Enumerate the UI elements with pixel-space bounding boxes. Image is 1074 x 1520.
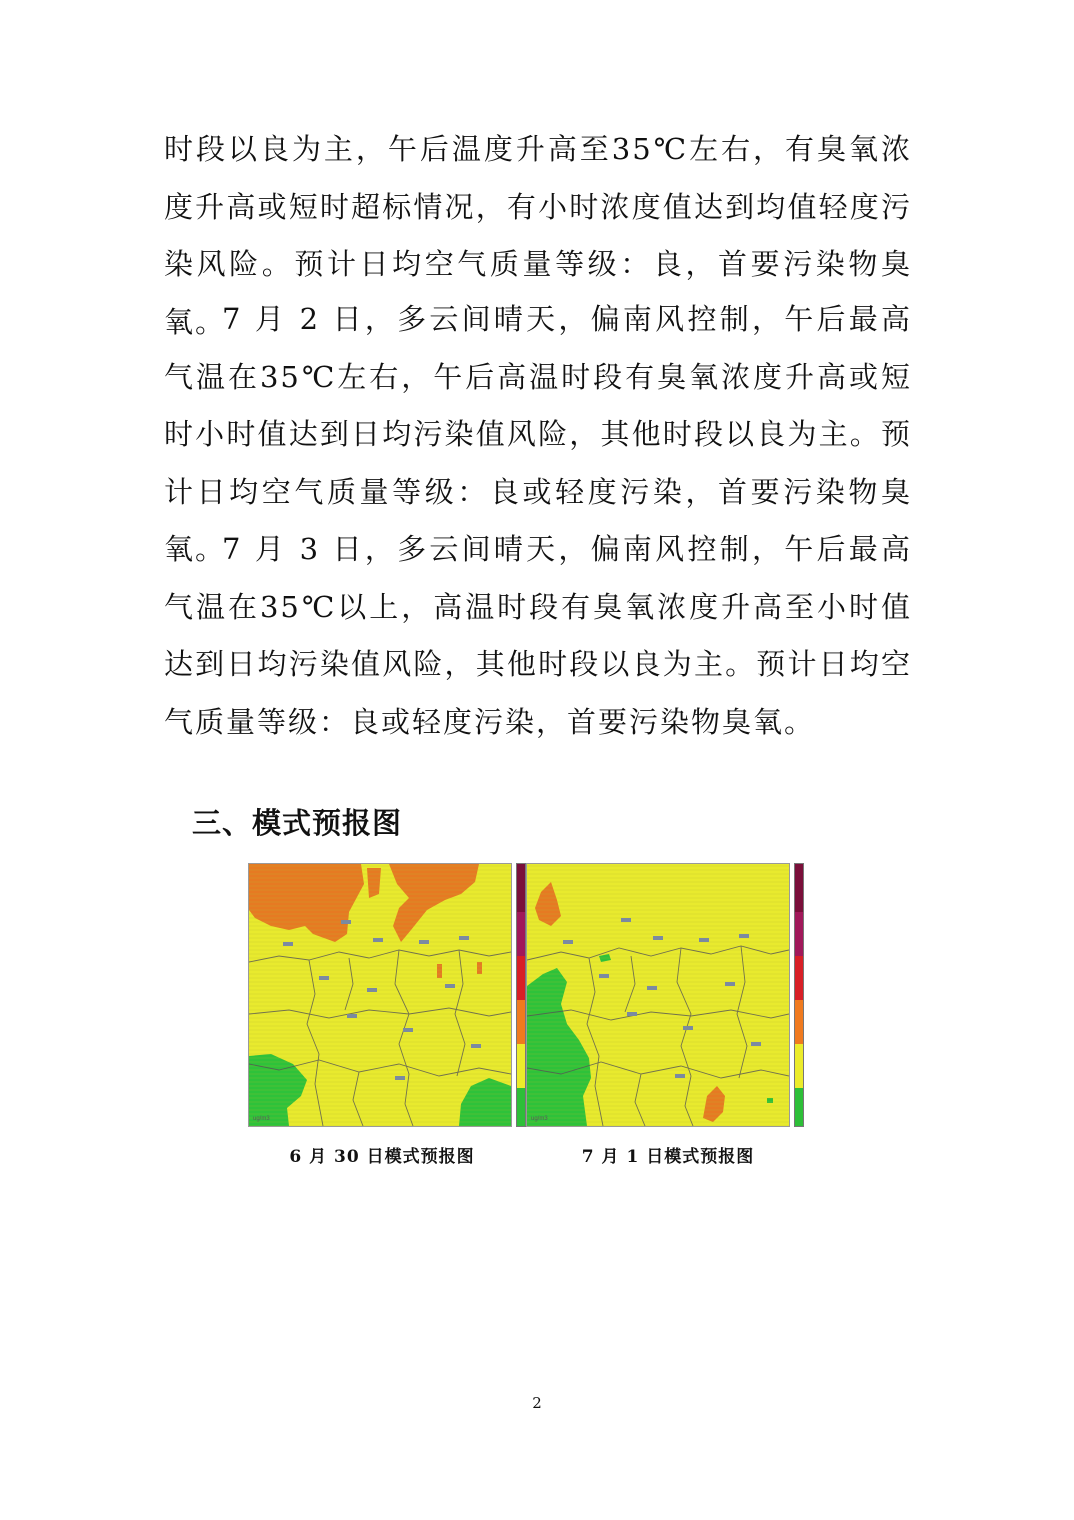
- figure-caption-july-1: 7 月 1 日模式预报图: [581, 1147, 755, 1167]
- color-legend: [794, 863, 804, 1127]
- forecast-map-june-30: [248, 863, 512, 1127]
- forecast-map-july-1: [526, 863, 790, 1127]
- unit-label: ug/m3: [531, 1116, 548, 1122]
- paragraph-continuation: 时段以良为主，午后温度升高至35℃左右，有臭氧浓度升高或短时超标情况，有小时浓度值达到均值轻度污染风险。预计日均空气质量等级：良，首要污染物臭氧。: [164, 132, 912, 339]
- unit-label: ug/m3: [253, 1116, 270, 1122]
- paragraph-july-3: 7 月 3 日，多云间晴天，偏南风控制，午后最高气温在35℃以上，高温时段有臭氧浓度升高至小时值达到日均污染值风险，其他时段以良为主。预计日均空气质量等级：良或轻度污染，首要污染物臭氧。: [164, 532, 912, 739]
- color-legend: [516, 863, 526, 1127]
- page-number: 2: [532, 1394, 542, 1412]
- paragraph-july-2: 7 月 2 日，多云间晴天，偏南风控制，午后最高气温在35℃左右，午后高温时段有臭氧浓度升高或短时小时值达到日均污染值风险，其他时段以良为主。预计日均空气质量等级：良或轻度污染，首要污染物臭氧。: [164, 302, 912, 566]
- section-heading: 三、模式预报图: [192, 806, 403, 840]
- figure-caption-june-30: 6 月 30 日模式预报图: [289, 1147, 475, 1167]
